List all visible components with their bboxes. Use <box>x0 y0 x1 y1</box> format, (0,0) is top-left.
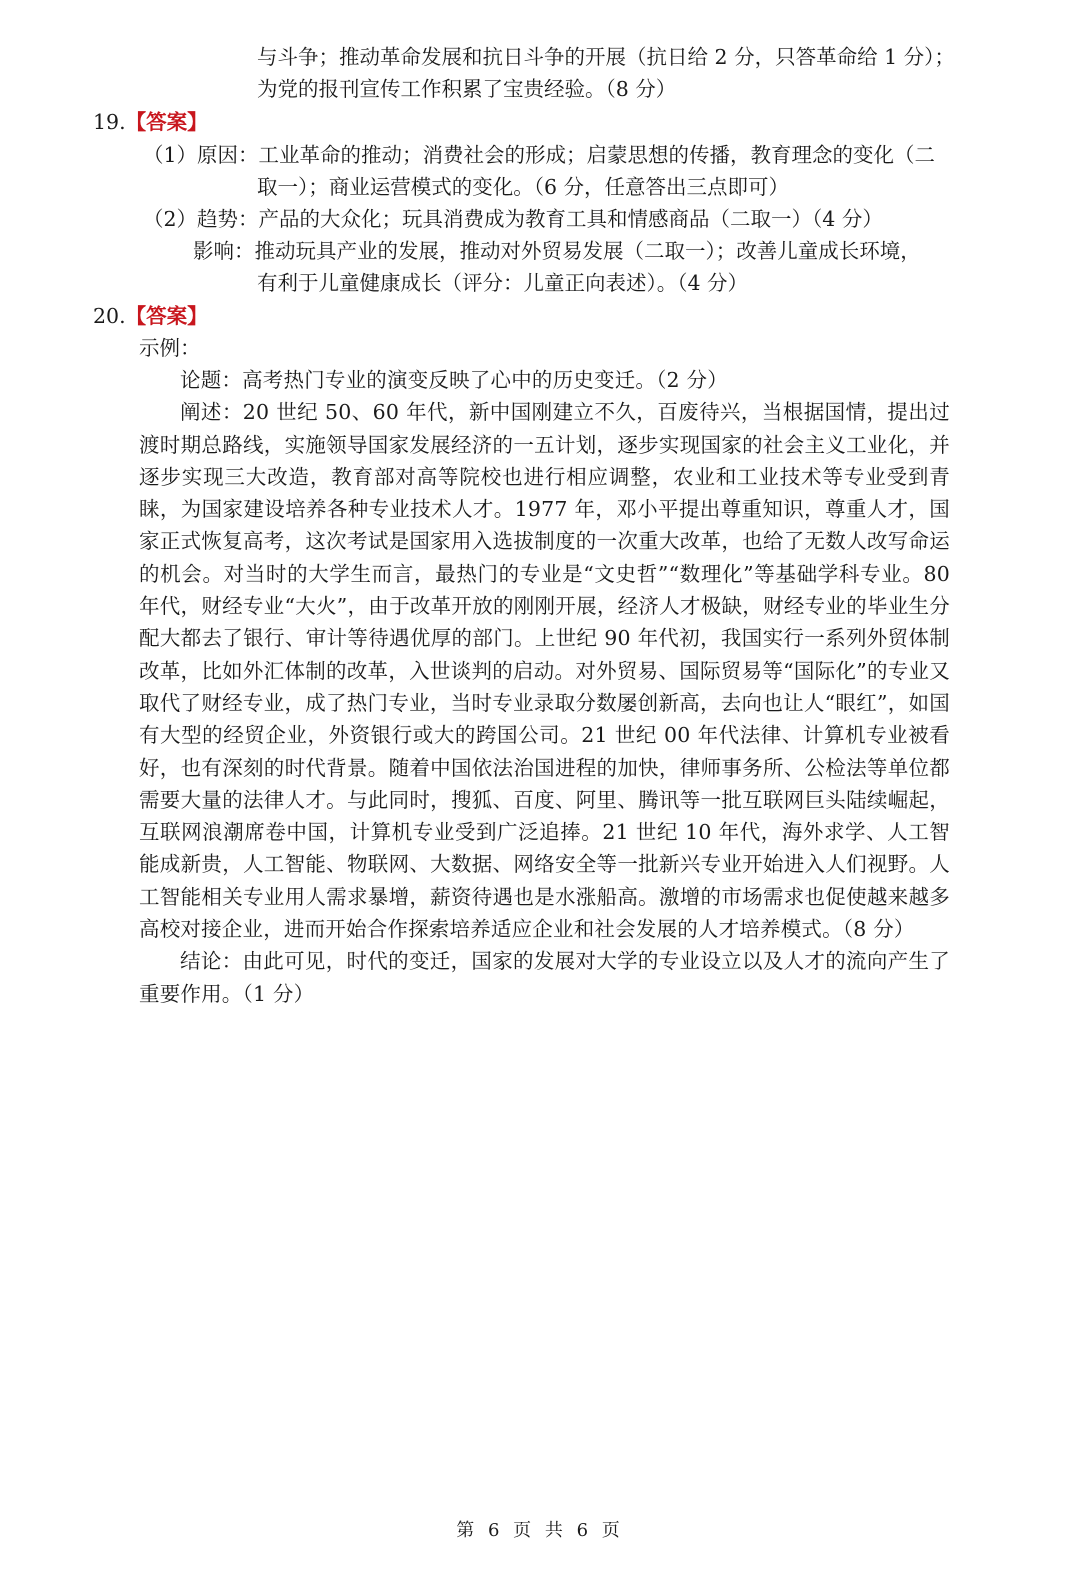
page-number-footer: 第 6 页 共 6 页 <box>456 1520 624 1541</box>
q20-number: 20. <box>93 304 126 328</box>
q20-example-label: 示例： <box>139 336 201 360</box>
q20-essay <box>139 364 950 1010</box>
q19-number: 19. <box>93 110 126 134</box>
q19-part2-line-2: 影响：推动玩具产业的发展，推动对外贸易发展（二取一）；改善儿童成长环境， <box>193 239 921 263</box>
q20-answer-label: 【答案】 <box>125 304 208 328</box>
q19-part2-line-3: 有利于儿童健康成长（评分：儿童正向表述）。（4 分） <box>257 271 749 295</box>
q19-part2-line-1: （2）趋势：产品的大众化；玩具消费成为教育工具和情感商品（二取一）（4 分） <box>143 207 883 231</box>
q19-answer-label: 【答案】 <box>125 110 208 134</box>
q20-conclusion: 结论：由此可见，时代的变迁，国家的发展对大学的专业设立以及人才的流向产生了重要作用。（1 分） <box>139 949 950 1006</box>
q20-heading <box>93 300 208 332</box>
q19-heading <box>93 106 208 138</box>
q18-continuation-line-2: 为党的报刊宣传工作积累了宝贵经验。（8 分） <box>257 77 677 101</box>
q18-continuation-line-1: 与斗争；推动革命发展和抗日斗争的开展（抗日给 2 分，只答革命给 1 分）； <box>257 45 955 69</box>
q19-part1-line-2: 取一）；商业运营模式的变化。（6 分，任意答出三点即可） <box>257 175 790 199</box>
q20-thesis: 论题：高考热门专业的演变反映了心中的历史变迁。（2 分） <box>180 368 728 392</box>
q19-part1-line-1: （1）原因：工业革命的推动；消费社会的形成；启蒙思想的传播，教育理念的变化（二 <box>143 143 936 167</box>
q20-exposition: 阐述：20 世纪 50、60 年代，新中国刚建立不久，百废待兴，当根据国情，提出过渡时期总路线，实施领导国家发展经济的一五计划，逐步实现国家的社会主义工业化，并逐步实现三大改造，教育部对高等院校也进行相应调整，农业和工业技术等专业受到青睐，为国家建设培养各种专业技术人才。1977 年，邓小平提出尊重知识，尊重人才，国家正式恢复高考，这次考试是国家用入选拔制度的一次重大改革，也给了无数人改写命运的机会。对当时的大学生而言，最热门的专业是“文史哲”“数理化”等基础学科专业。80 年代，财经专业“大火”，由于改革开放的刚刚开展，经济人才极缺，财经专业的毕业生分配大都去了银行、审计等待遇优厚的部门。上世纪 90 年代初，我国实行一系列外贸体制改革，比如外汇体制的改革，入世谈判的启动。对外贸易、国际贸易等“国际化”的专业又取代了财经专业，成了热门专业，当时专业录取分数屡创新高，去向也让人“眼红”，如国有大型的经贸企业，外资银行或大的跨国公司。21 世纪 00 年代法律、计算机专业被看好，也有深刻的时代背景。随着中国依法治国进程的加快，律师事务所、公检法等单位都需要大量的法律人才。与此同时，搜狐、百度、阿里、腾讯等一批互联网巨头陆续崛起，互联网浪潮席卷中国，计算机专业受到广泛追捧。21 世纪 10 年代，海外求学、人工智能成新贵，人工智能、物联网、大数据、网络安全等一批新兴专业开始进入人们视野。人工智能相关专业用人需求暴增，薪资待遇也是水涨船高。激增的市场需求也促使越来越多高校对接企业，进而开始合作探索培养适应企业和社会发展的人才培养模式。（8 分） <box>139 400 950 942</box>
